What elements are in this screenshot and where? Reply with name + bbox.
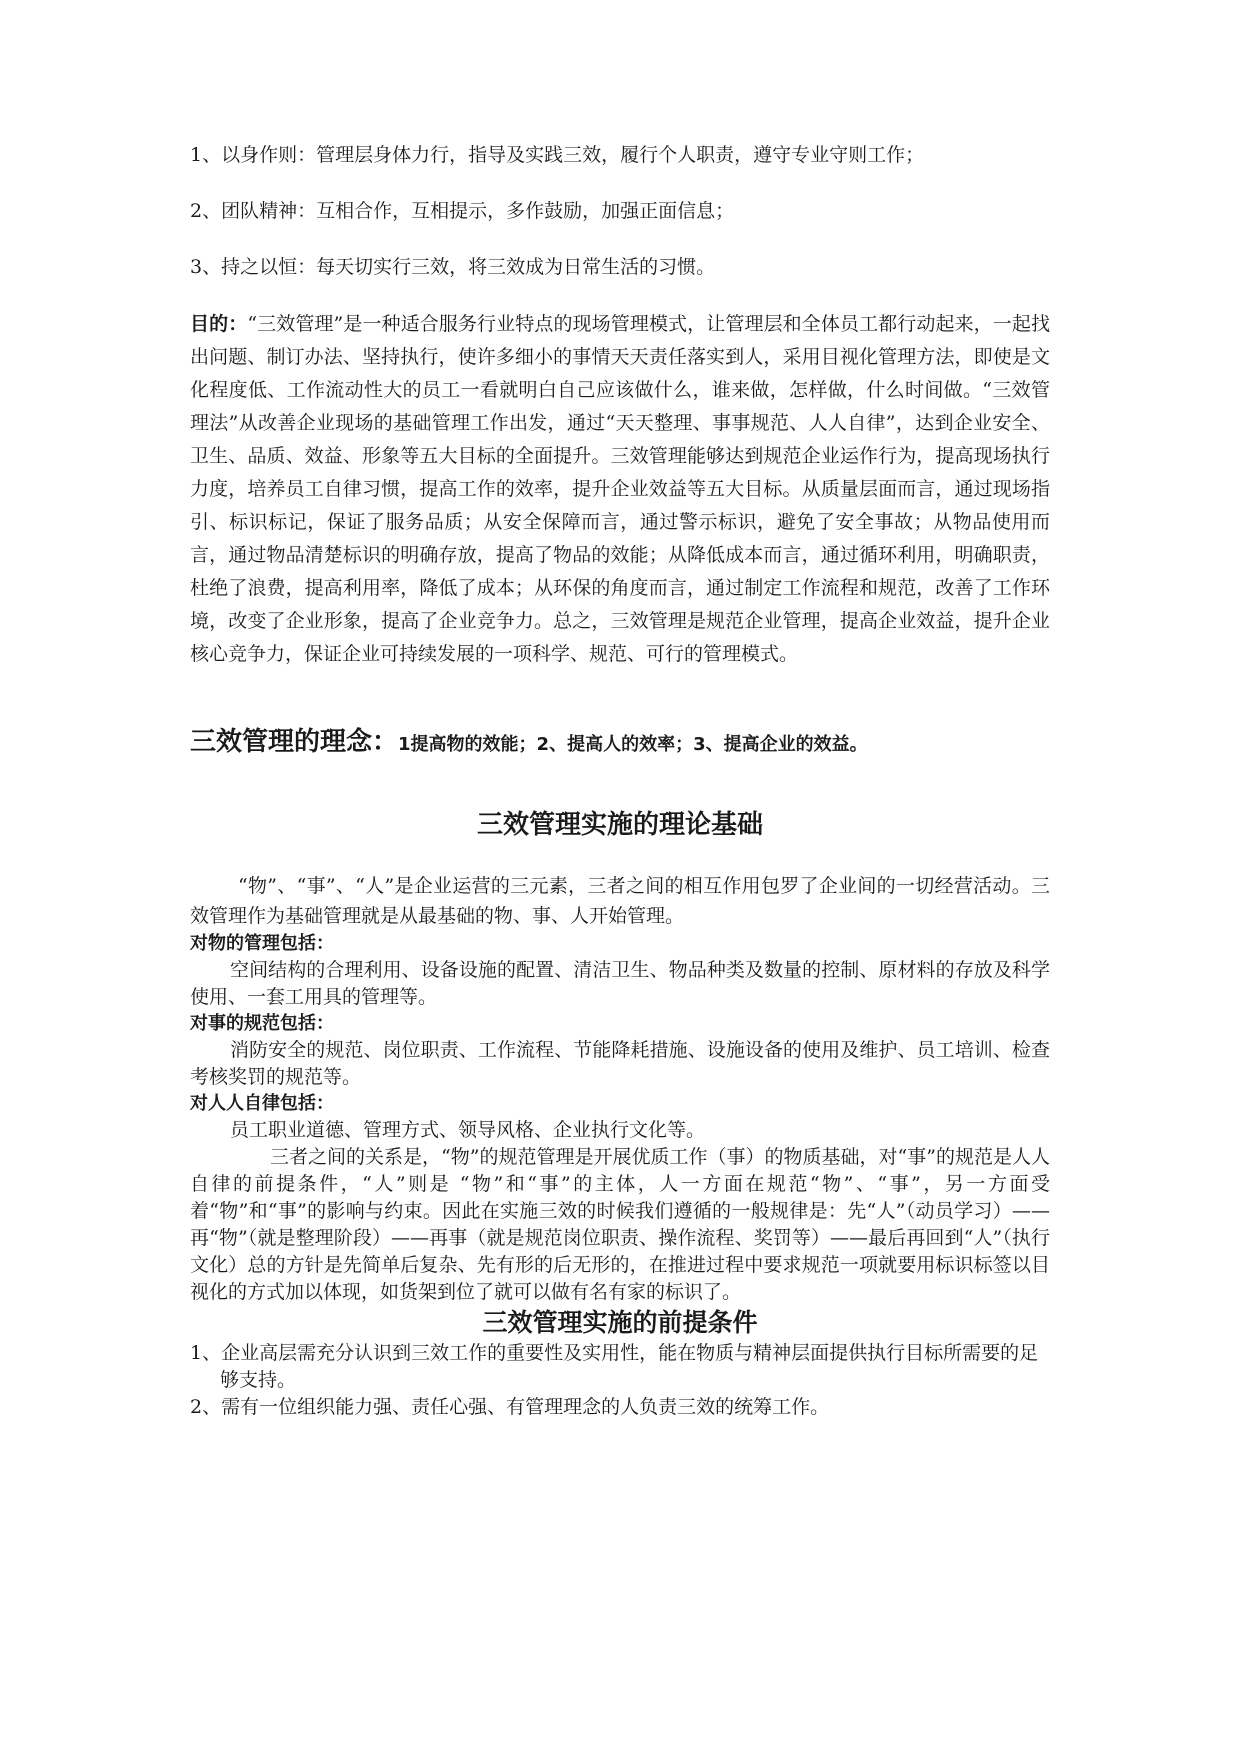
affairs-norm-heading: 对事的规范包括： [190, 1013, 334, 1034]
relation-paragraph: 三者之间的关系是，“物”的规范管理是开展优质工作（事）的物质基础，对“事”的规范是人人自律的前提条件，“人”则是 “物”和“事”的主体，人一方面在规范“物”、“事”，另一方面受着“物”和“事”的影响与约束。因此在实施三效的时候我们遵循的一般规律是：先“人”（动员学习）——再“物”（就是整理阶段）——再事（就是规范岗位职责、操作流程、奖罚等）——最后再回到“人”（执行文化）总的方针是先简单后复杂、先有形的后无形的，在推进过程中要求规范一项就要用标识标签以目视化的方式加以体现，如货架到位了就可以做有名有家的标识了。 [190, 1146, 1050, 1303]
principle-item-3: 3、持之以恒：每天切实行三效，将三效成为日常生活的习惯。 [190, 256, 716, 278]
precondition-item-1: 1、企业高层需充分认识到三效工作的重要性及实用性，能在物质与精神层面提供执行目标所需要的足够支持。 [190, 1342, 1039, 1391]
purpose-label: 目的： [190, 313, 248, 335]
precondition-item-2: 2、需有一位组织能力强、责任心强、有管理理念的人负责三效的统筹工作。 [190, 1396, 830, 1418]
concept-line [190, 721, 1050, 758]
self-discipline-body: 员工职业道德、管理方式、领导风格、企业执行文化等。 [230, 1119, 706, 1141]
purpose-paragraph [190, 308, 1050, 671]
affairs-norm-body: 消防安全的规范、岗位职责、工作流程、节能降耗措施、设施设备的使用及维护、员工培训、检查考核奖罚的规范等。 [190, 1039, 1050, 1088]
things-management-heading: 对物的管理包括： [190, 933, 334, 954]
section-preconditions-title: 三效管理实施的前提条件 [482, 1308, 758, 1337]
section-theory-title: 三效管理实施的理论基础 [476, 810, 763, 840]
things-management-body: 空间结构的合理利用、设备设施的配置、清洁卫生、物品种类及数量的控制、原材料的存放及科学使用、一套工用具的管理等。 [190, 959, 1050, 1008]
self-discipline-heading: 对人人自律包括： [190, 1093, 334, 1114]
concept-text: 1提高物的效能；2、提高人的效率；3、提高企业的效益。 [398, 734, 868, 755]
purpose-text: “三效管理”是一种适合服务行业特点的现场管理模式，让管理层和全体员工都行动起来，一起找出问题、制订办法、坚持执行，使许多细小的事情天天责任落实到人，采用目视化管理方法，即使是文化程度低、工作流动性大的员工一看就明白自己应该做什么，谁来做，怎样做，什么时间做。“三效管理法”从改善企业现场的基础管理工作出发，通过“天天整理、事事规范、人人自律”，达到企业安全、卫生、品质、效益、形象等五大目标的全面提升。三效管理能够达到规范企业运作行为，提高现场执行力度，培养员工自律习惯，提高工作的效率，提升企业效益等五大目标。从质量层面而言，通过现场指引、标识标记，保证了服务品质；从安全保障而言，通过警示标识，避免了安全事故；从物品使用而言，通过物品清楚标识的明确存放，提高了物品的效能；从降低成本而言，通过循环利用，明确职责，杜绝了浪费，提高利用率，降低了成本；从环保的角度而言，通过制定工作流程和规范，改善了工作环境，改变了企业形象，提高了企业竞争力。总之，三效管理是规范企业管理，提高企业效益，提升企业核心竞争力，保证企业可持续发展的一项科学、规范、可行的管理模式。 [190, 313, 1050, 665]
concept-title: 三效管理的理念： [190, 727, 399, 757]
principle-item-2: 2、团队精神：互相合作，互相提示，多作鼓励，加强正面信息； [190, 200, 735, 222]
theory-intro: “物”、“事”、“人”是企业运营的三元素，三者之间的相互作用包罗了企业间的一切经营活动。三效管理作为基础管理就是从最基础的物、事、人开始管理。 [190, 875, 1050, 927]
principle-item-1: 1、以身作则：管理层身体力行，指导及实践三效，履行个人职责，遵守专业守则工作； [190, 144, 925, 166]
document-page [190, 140, 1050, 1421]
